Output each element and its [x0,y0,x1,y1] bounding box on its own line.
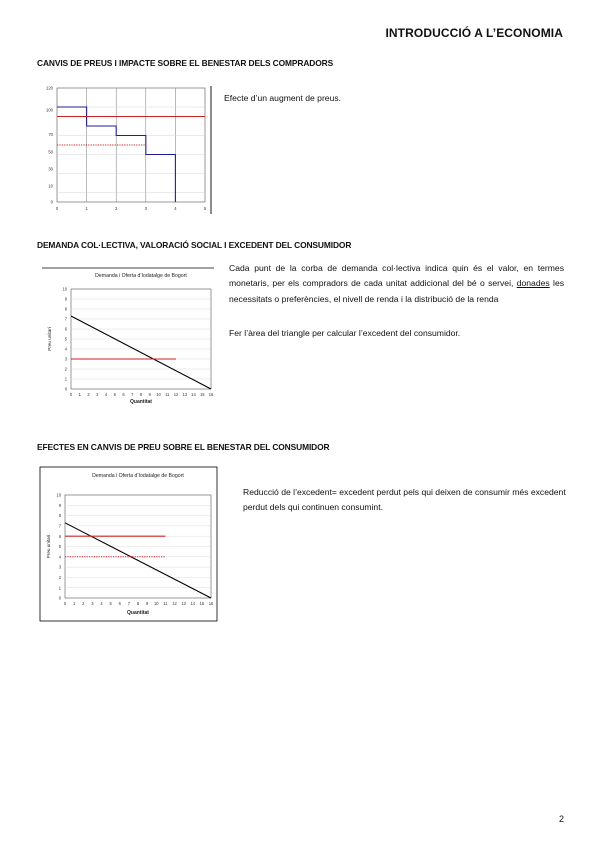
x-tick-label: 3 [144,206,147,211]
x-tick-label: 13 [182,392,188,397]
x-tick-label: 16 [208,601,214,606]
x-tick-label: 2 [115,206,118,211]
section3-title: EFECTES EN CANVIS DE PREU SOBRE EL BENESTAR DEL CONSUMIDOR [37,442,330,452]
x-axis-label: Quantitat [130,399,152,405]
y-tick-label: 120 [46,85,53,91]
x-tick-label: 15 [199,601,205,606]
x-tick-label: 8 [139,392,143,397]
y-tick-label: 0 [64,386,67,392]
y-tick-label: 8 [58,513,61,519]
x-tick-label: 0 [69,392,73,397]
x-tick-label: 11 [163,601,168,606]
chart1 [37,80,222,220]
x-tick-label: 1 [78,392,81,397]
x-tick-label: 13 [181,601,186,606]
y-tick-label: 7 [58,523,61,529]
x-tick-label: 0 [55,206,59,211]
section2-paragraph1-a: Cada punt de la corba de demanda col·lectiva indica quin és el valor, en termes monetaris, per els compradors de cada unitat addicional del bé o servei, [229,263,564,289]
section2-paragraph2: Fer l’àrea del triangle per calcular l’excedent del consumidor. [229,328,461,338]
y-tick-label: 7 [64,316,67,322]
x-tick-label: 3 [91,601,94,606]
section1-title: CANVIS DE PREUS I IMPACTE SOBRE EL BENESTAR DELS COMPRADORS [37,58,334,68]
chart1-svg [37,80,222,215]
x-tick-label: 10 [153,601,159,606]
page-number: 2 [558,814,564,824]
x-tick-label: 4 [174,206,177,211]
x-tick-label: 2 [87,392,90,397]
y-tick-label: 10 [48,183,53,189]
x-tick-label: 4 [100,601,103,606]
y-tick-label: 3 [64,356,67,362]
section2-paragraph1-underlined: donades [516,278,550,289]
section3-text: Reducció de l’excedent= excedent perdut pels qui deixen de consumir més excedent perdut dels qui continuen consumint. [243,487,566,513]
x-tick-label: 14 [190,601,196,606]
y-tick-label: 2 [58,575,61,580]
y-tick-label: 1 [64,376,67,382]
x-tick-label: 4 [104,392,108,397]
x-tick-label: 5 [109,601,112,606]
y-tick-label: 8 [64,306,67,312]
chart-title: Demanda i Oferta d’Iodatalge de Bogort [95,273,187,279]
x-tick-label: 7 [127,601,131,606]
x-tick-label: 12 [172,601,177,606]
x-tick-label: 1 [85,206,88,211]
x-tick-label: 10 [156,392,161,397]
y-tick-label: 9 [58,502,61,508]
y-tick-label: 4 [58,554,61,560]
chart3-svg [37,465,219,623]
x-axis-label: Quantitat [127,610,149,616]
x-tick-label: 14 [191,392,196,397]
y-tick-label: 6 [64,326,67,332]
chart3 [37,465,219,628]
x-tick-label: 9 [148,392,151,397]
x-tick-label: 0 [63,601,67,606]
y-tick-label: 5 [64,336,67,342]
x-tick-label: 6 [122,392,125,397]
x-tick-label: 2 [82,601,85,606]
x-tick-label: 5 [203,206,207,211]
y-tick-label: 10 [56,492,61,498]
x-tick-label: 8 [136,601,140,606]
section1-text: Efecte d’un augment de preus. [224,93,342,103]
y-tick-label: 1 [58,585,61,591]
y-tick-label: 10 [62,286,67,292]
chart2 [37,263,222,420]
x-tick-label: 7 [131,392,134,397]
y-tick-label: 6 [58,533,61,539]
y-tick-label: 0 [58,595,61,601]
y-tick-label: 9 [64,296,67,302]
y-axis-label: Preu unitari [47,327,52,351]
y-tick-label: 70 [48,132,53,138]
x-tick-label: 3 [96,392,99,397]
y-tick-label: 3 [58,564,61,570]
x-tick-label: 9 [145,601,149,606]
y-tick-label: 5 [58,544,61,550]
x-tick-label: 15 [199,392,205,397]
x-tick-label: 12 [173,392,179,397]
y-tick-label: 50 [48,149,53,155]
x-tick-label: 6 [118,601,121,606]
x-tick-label: 11 [165,392,170,397]
section2-title: DEMANDA COL·LECTIVA, VALORACIÓ SOCIAL I EXCEDENT DEL CONSUMIDOR [37,240,352,250]
y-tick-label: 2 [64,366,67,372]
x-tick-label: 1 [72,601,76,606]
y-axis-label: Preu unitari [46,534,51,559]
x-tick-label: 5 [113,392,116,397]
y-tick-label: 4 [64,346,67,352]
y-tick-label: 0 [50,199,53,205]
page-header-title: INTRODUCCIÓ A L’ECONOMIA [385,26,563,40]
section2-paragraph1-c: les necessitats o preferències, el nivell de renda i la distribució de la renda [229,278,565,304]
chart-title: Demanda i Oferta d’Iodatalge de Bogort [92,473,184,479]
section2-paragraph1 [229,261,564,307]
x-tick-label: 16 [208,392,214,397]
y-tick-label: 30 [48,166,53,172]
chart2-svg [37,263,222,415]
y-tick-label: 100 [46,107,53,113]
